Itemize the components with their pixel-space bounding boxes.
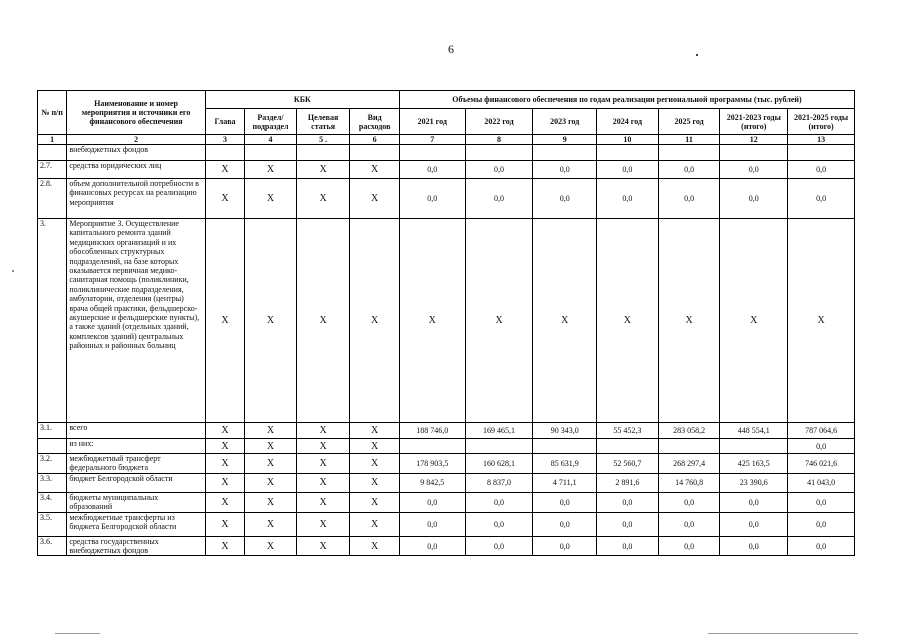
row-name: средства юридических лиц: [67, 161, 206, 179]
col-subheader: 2022 год: [465, 109, 533, 135]
table-cell: 4 711,1: [533, 473, 597, 492]
table-cell: 0,0: [533, 161, 597, 179]
table-cell: X: [350, 423, 400, 439]
table-cell: X: [350, 161, 400, 179]
row-number: 3.4.: [38, 492, 67, 512]
row-number: 3.: [38, 219, 67, 423]
column-index: 1: [38, 135, 67, 145]
table-cell: X: [245, 179, 297, 219]
row-number: 3.1.: [38, 423, 67, 439]
table-cell: 0,0: [533, 492, 597, 512]
column-index: 10: [597, 135, 659, 145]
table-cell: 0,0: [788, 161, 855, 179]
column-index: 4: [245, 135, 297, 145]
table-cell: 0,0: [597, 492, 659, 512]
table-cell: 0,0: [720, 492, 788, 512]
table-cell: X: [296, 454, 350, 474]
table-cell: 8 837,0: [465, 473, 533, 492]
table-cell: X: [205, 439, 244, 454]
table-cell: X: [296, 473, 350, 492]
table-cell: [465, 145, 533, 161]
col-subheader: Глава: [205, 109, 244, 135]
table-cell: 169 465,1: [465, 423, 533, 439]
table-cell: 283 058,2: [658, 423, 720, 439]
table-cell: X: [465, 219, 533, 423]
table-cell: 0,0: [720, 161, 788, 179]
table-cell: 0,0: [720, 179, 788, 219]
table-cell: X: [533, 219, 597, 423]
table-cell: 9 842,5: [399, 473, 465, 492]
col-subheader: 2021-2023 годы (итого): [720, 109, 788, 135]
row-name: межбюджетные трансферты из бюджета Белгородской области: [67, 512, 206, 536]
table-cell: X: [296, 179, 350, 219]
table-row: [38, 454, 855, 474]
table-cell: 41 043,0: [788, 473, 855, 492]
table-cell: X: [350, 439, 400, 454]
table-cell: X: [205, 536, 244, 556]
row-number: 2.8.: [38, 179, 67, 219]
table-cell: 0,0: [788, 536, 855, 556]
table-cell: [205, 145, 244, 161]
table-cell: X: [296, 219, 350, 423]
row-name: бюджет Белгородской области: [67, 473, 206, 492]
table-cell: X: [350, 179, 400, 219]
table-cell: 178 903,5: [399, 454, 465, 474]
table-cell: X: [296, 492, 350, 512]
row-name: внебюджетных фондов: [67, 145, 206, 161]
table-cell: 90 343,0: [533, 423, 597, 439]
table-cell: X: [350, 454, 400, 474]
table-cell: 188 746,0: [399, 423, 465, 439]
col-header-name: Наименование и номер мероприятия и источники его финансового обеспечения: [67, 91, 206, 135]
column-index: 5 .: [296, 135, 350, 145]
table-cell: [788, 145, 855, 161]
table-cell: [465, 439, 533, 454]
table-cell: 0,0: [533, 536, 597, 556]
table-cell: X: [205, 454, 244, 474]
table-cell: X: [245, 439, 297, 454]
table-cell: X: [205, 492, 244, 512]
row-name: из них:: [67, 439, 206, 454]
table-row: [38, 145, 855, 161]
table-row: [38, 492, 855, 512]
page-number: 6: [448, 42, 454, 56]
table-cell: 0,0: [465, 512, 533, 536]
table-cell: [597, 439, 659, 454]
table-row: [38, 161, 855, 179]
row-number: [38, 145, 67, 161]
table-cell: 0,0: [658, 536, 720, 556]
row-name: всего: [67, 423, 206, 439]
table-cell: 0,0: [597, 179, 659, 219]
table-cell: 0,0: [399, 492, 465, 512]
table-cell: X: [205, 219, 244, 423]
column-index: 13: [788, 135, 855, 145]
table-cell: X: [720, 219, 788, 423]
row-number: 3.6.: [38, 536, 67, 556]
table-cell: 0,0: [533, 512, 597, 536]
table-row: [38, 219, 855, 423]
table-cell: 0,0: [465, 536, 533, 556]
row-number: [38, 439, 67, 454]
footer-rule: [708, 633, 858, 634]
table-cell: [399, 439, 465, 454]
table-cell: X: [245, 512, 297, 536]
table-cell: 0,0: [720, 512, 788, 536]
table-cell: 0,0: [465, 179, 533, 219]
table-cell: [597, 145, 659, 161]
col-subheader: 2024 год: [597, 109, 659, 135]
table-cell: 0,0: [788, 512, 855, 536]
col-subheader: Вид расходов: [350, 109, 400, 135]
table-cell: [245, 145, 297, 161]
column-index: 8: [465, 135, 533, 145]
table-cell: [533, 439, 597, 454]
table-cell: 0,0: [720, 536, 788, 556]
table-cell: [296, 145, 350, 161]
table-cell: 268 297,4: [658, 454, 720, 474]
column-index: 12: [720, 135, 788, 145]
funding-table: [37, 90, 855, 556]
row-name: Мероприятие 3. Осуществление капитального ремонта зданий медицинских организаций и их обособленных структурных подразделений, на базе которых оказывается первичная медико-санитарная помощь (поликлиники, поликлинические подразделения, амбулатории, отделения (центры) врача общей практики, фельдшерско-акушерские и фельдшерские пункты), а также зданий (отдельных зданий, комплексов зданий) центральных районных и районных больниц: [67, 219, 206, 423]
table-cell: X: [399, 219, 465, 423]
table-cell: X: [296, 536, 350, 556]
col-header-funding: Объемы финансового обеспечения по годам реализации региональной программы (тыс. рублей): [399, 91, 854, 109]
table-cell: 0,0: [788, 492, 855, 512]
table-cell: 160 628,1: [465, 454, 533, 474]
col-subheader: 2021-2025 годы (итого): [788, 109, 855, 135]
table-cell: X: [245, 473, 297, 492]
table-cell: X: [350, 512, 400, 536]
table-cell: X: [205, 423, 244, 439]
column-index: 2: [67, 135, 206, 145]
table-cell: [720, 439, 788, 454]
table-cell: X: [205, 179, 244, 219]
table-cell: X: [245, 454, 297, 474]
table-cell: X: [350, 219, 400, 423]
table-cell: 0,0: [465, 492, 533, 512]
col-subheader: 2025 год: [658, 109, 720, 135]
column-index: 11: [658, 135, 720, 145]
table-cell: 0,0: [597, 512, 659, 536]
table-cell: X: [350, 492, 400, 512]
table-cell: X: [245, 161, 297, 179]
column-index: 7: [399, 135, 465, 145]
table-row: [38, 179, 855, 219]
table-row: [38, 439, 855, 454]
table-row: [38, 473, 855, 492]
table-cell: 0,0: [399, 161, 465, 179]
table-cell: 0,0: [788, 179, 855, 219]
row-name: бюджеты муниципальных образований: [67, 492, 206, 512]
table-cell: 0,0: [658, 179, 720, 219]
table-cell: X: [296, 161, 350, 179]
table-cell: 746 021,6: [788, 454, 855, 474]
column-index: 9: [533, 135, 597, 145]
table-cell: 2 891,6: [597, 473, 659, 492]
table-cell: 0,0: [658, 161, 720, 179]
table-cell: 14 760,8: [658, 473, 720, 492]
table-cell: 425 163,5: [720, 454, 788, 474]
table-cell: X: [788, 219, 855, 423]
table-cell: 0,0: [465, 161, 533, 179]
table-cell: X: [245, 492, 297, 512]
table-cell: X: [296, 439, 350, 454]
row-number: 3.5.: [38, 512, 67, 536]
table-cell: 0,0: [399, 536, 465, 556]
table-cell: X: [296, 423, 350, 439]
row-name: объем дополнительной потребности в финансовых ресурсах на реализацию мероприятия: [67, 179, 206, 219]
table-cell: 0,0: [399, 512, 465, 536]
table-cell: 0,0: [597, 536, 659, 556]
column-index: 3: [205, 135, 244, 145]
col-subheader: 2021 год: [399, 109, 465, 135]
row-name: межбюджетный трансферт федерального бюджета: [67, 454, 206, 474]
table-cell: 448 554,1: [720, 423, 788, 439]
column-index: 6: [350, 135, 400, 145]
scan-speck: [696, 54, 698, 56]
table-cell: X: [205, 512, 244, 536]
table-cell: X: [205, 473, 244, 492]
row-number: 3.2.: [38, 454, 67, 474]
col-subheader: Целевая статья: [296, 109, 350, 135]
table-cell: [658, 439, 720, 454]
table-cell: X: [296, 512, 350, 536]
footer-rule: [55, 633, 100, 634]
table-cell: [658, 145, 720, 161]
scan-speck: [12, 270, 14, 272]
table-cell: 0,0: [788, 439, 855, 454]
table-cell: X: [350, 473, 400, 492]
table-cell: [720, 145, 788, 161]
table-cell: 23 390,6: [720, 473, 788, 492]
table-cell: X: [245, 423, 297, 439]
table-cell: 787 064,6: [788, 423, 855, 439]
table-cell: X: [245, 219, 297, 423]
table-cell: 0,0: [399, 179, 465, 219]
table-row: [38, 423, 855, 439]
row-number: 2.7.: [38, 161, 67, 179]
table-cell: X: [245, 536, 297, 556]
table-cell: [350, 145, 400, 161]
table-cell: [533, 145, 597, 161]
col-subheader: Раздел/ подраздел: [245, 109, 297, 135]
table-cell: [399, 145, 465, 161]
table-cell: 0,0: [533, 179, 597, 219]
table-cell: 85 631,9: [533, 454, 597, 474]
table-cell: X: [597, 219, 659, 423]
row-number: 3.3.: [38, 473, 67, 492]
table-cell: X: [205, 161, 244, 179]
table-cell: 0,0: [658, 512, 720, 536]
table-cell: X: [350, 536, 400, 556]
table-cell: 52 560,7: [597, 454, 659, 474]
table-cell: 0,0: [597, 161, 659, 179]
table-row: [38, 536, 855, 556]
col-subheader: 2023 год: [533, 109, 597, 135]
table-cell: X: [658, 219, 720, 423]
table-row: [38, 512, 855, 536]
col-header-kbk: КБК: [205, 91, 399, 109]
col-header-num: № п/п: [38, 91, 67, 135]
table-cell: 55 452,3: [597, 423, 659, 439]
table-cell: 0,0: [658, 492, 720, 512]
row-name: средства государственных внебюджетных фондов: [67, 536, 206, 556]
